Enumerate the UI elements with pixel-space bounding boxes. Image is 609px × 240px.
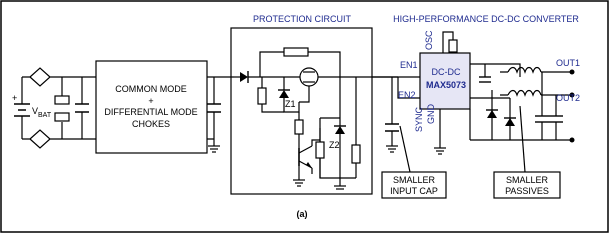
dc-dc-converter — [372, 14, 580, 154]
osc-label: OSC — [424, 30, 434, 50]
protection-title: PROTECTION CIRCUIT — [253, 14, 351, 24]
svg-text:+: + — [148, 96, 154, 106]
svg-text:+: + — [12, 93, 18, 103]
svg-text:SMALLER: SMALLER — [392, 175, 436, 185]
out1-terminal — [570, 70, 575, 75]
input-section — [12, 68, 96, 148]
sync-label: SYNC — [414, 106, 424, 132]
figure-caption: (a) — [296, 209, 308, 219]
protection-circuit — [231, 14, 398, 194]
svg-text:DC-DC: DC-DC — [431, 67, 461, 77]
en2-label: EN2 — [398, 90, 416, 100]
svg-text:COMMON MODE: COMMON MODE — [115, 84, 187, 94]
svg-text:CHOKES: CHOKES — [131, 119, 171, 129]
gnd-terminal — [570, 138, 575, 143]
out1-label: OUT1 — [556, 58, 581, 68]
out2-label: OUT2 — [556, 93, 581, 103]
z2-label: Z2 — [329, 140, 340, 150]
callout-passives — [494, 106, 560, 198]
en1-label: EN1 — [400, 60, 418, 70]
vbat-label: $V_{BAT}$ — [32, 106, 52, 119]
svg-text:SMALLER: SMALLER — [505, 175, 549, 185]
svg-text:DIFFERENTIAL MODE: DIFFERENTIAL MODE — [104, 107, 198, 117]
gnd-label: GND — [426, 104, 436, 124]
svg-text:MAX5073: MAX5073 — [425, 80, 467, 90]
z1-label: Z1 — [285, 99, 296, 109]
svg-text:INPUT CAP: INPUT CAP — [390, 186, 438, 196]
svg-text:PASSIVES: PASSIVES — [505, 186, 549, 196]
chokes-block — [96, 61, 234, 153]
converter-title: HIGH-PERFORMANCE DC-DC CONVERTER — [393, 14, 579, 24]
